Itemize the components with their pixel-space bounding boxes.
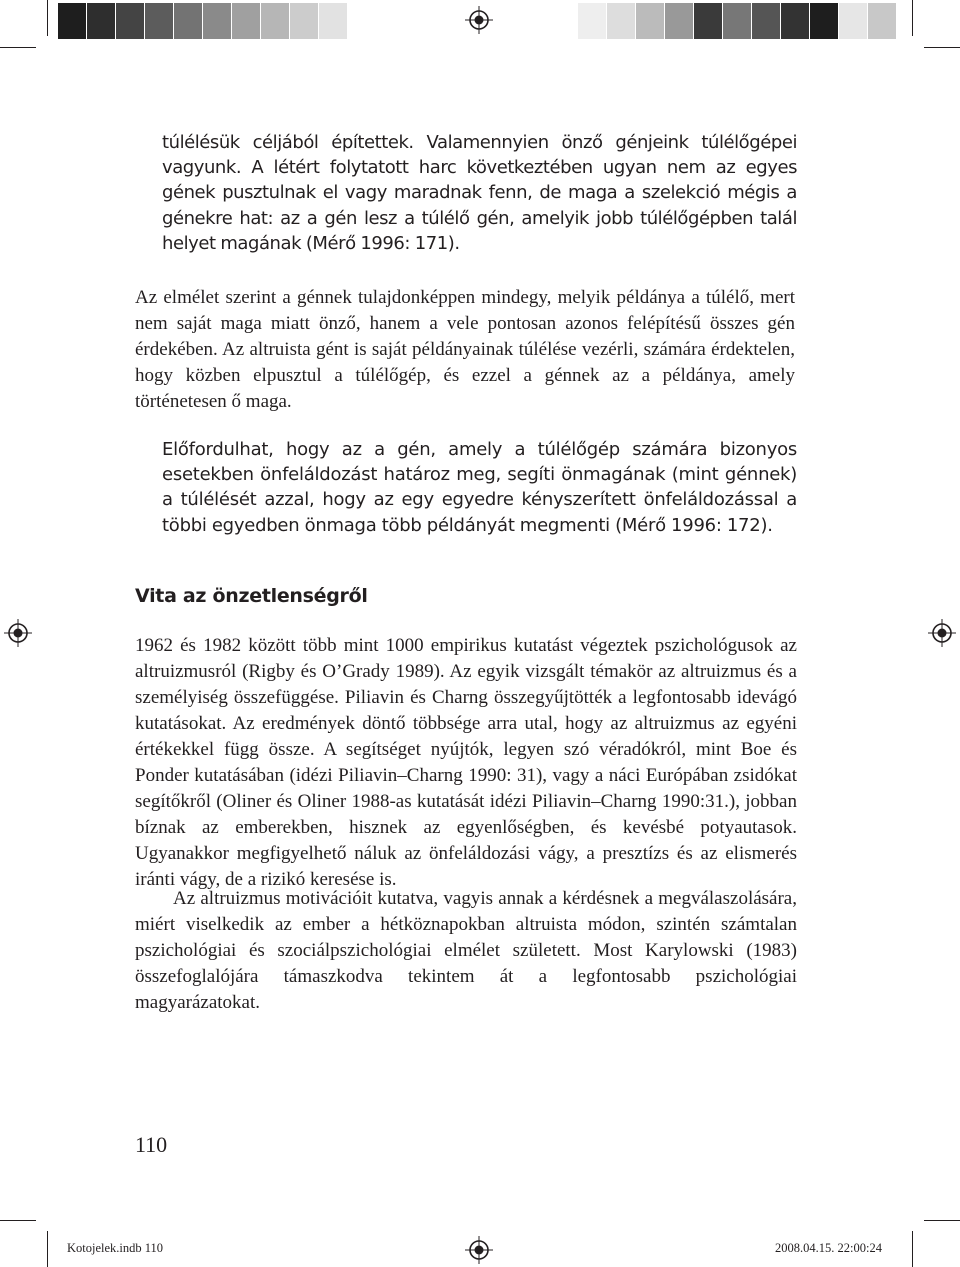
color-swatch bbox=[839, 3, 867, 39]
block-quote: Előfordulhat, hogy az a gén, amely a túlélőgép számára bizonyos esetekben önfeláldozást határoz meg, segíti önmagának (mint génnek) a túlélését azzal, hogy az egy egyedre kényszerített önfeláldozással a többi egyedben önmaga több példányát megmenti (Mérő 1996: 172). bbox=[162, 439, 797, 536]
slug-timestamp: 2008.04.15. 22:00:24 bbox=[775, 1241, 882, 1255]
color-swatch bbox=[232, 3, 260, 39]
color-swatch bbox=[694, 3, 722, 39]
color-swatch bbox=[174, 3, 202, 39]
color-bar-left bbox=[58, 3, 348, 39]
color-swatch bbox=[116, 3, 144, 39]
color-swatch bbox=[868, 3, 896, 39]
color-swatch bbox=[87, 3, 115, 39]
section-heading: Vita az önzetlenségről bbox=[135, 585, 368, 607]
registration-mark-icon bbox=[465, 6, 493, 34]
registration-mark-icon bbox=[928, 619, 956, 647]
crop-mark-bottom-right-v bbox=[912, 1231, 913, 1267]
color-swatch bbox=[58, 3, 86, 39]
color-swatch bbox=[319, 3, 347, 39]
color-swatch bbox=[290, 3, 318, 39]
body-paragraph: Az elmélet szerint a génnek tulajdonképpen mindegy, melyik példánya a túlélő, mert nem saját maga miatt önző, hanem a vele pontosan azonos felépítésű összes gén érdekében. Az altruista gént is saját példányainak túlélése vezérli, számára érdektelen, hogy közben elpusztul a túlélőgép, és ezzel a génnek az a példánya, amely történetesen ő maga. bbox=[135, 287, 795, 412]
registration-mark-icon bbox=[465, 1236, 493, 1264]
slug-filename: Kotojelek.indb 110 bbox=[67, 1241, 164, 1255]
crop-mark-bottom-right-h bbox=[924, 1220, 960, 1221]
crop-mark-bottom-left-h bbox=[0, 1220, 36, 1221]
registration-mark-icon bbox=[4, 619, 32, 647]
color-swatch bbox=[145, 3, 173, 39]
crop-mark-top-left-h bbox=[0, 47, 36, 48]
crop-mark-top-left-v bbox=[47, 0, 48, 36]
crop-mark-top-right-h bbox=[924, 47, 960, 48]
color-swatch bbox=[607, 3, 635, 39]
color-swatch bbox=[810, 3, 838, 39]
color-swatch bbox=[752, 3, 780, 39]
color-swatch bbox=[665, 3, 693, 39]
color-bar-right bbox=[578, 3, 897, 39]
color-swatch bbox=[723, 3, 751, 39]
body-paragraph: 1962 és 1982 között több mint 1000 empirikus kutatást végeztek pszichológusok az altruizmusról (Rigby és O’Grady 1989). Az egyik vizsgált témakör az altruizmus és a személyiség összefüggése. Piliavin és Charng összegyűjtötték a legfontosabb idevágó kutatásokat. Az eredmények döntő többsége arra utal, hogy az altruizmus az egyéni értékekkel függ össze. A segítséget nyújtók, legyen szó véradókról, mint Boe és Ponder kutatásában (idézi Piliavin–Charng 1990: 31), vagy a náci Európában zsidókat segítőkről (Oliner és Oliner 1988-as kutatását idézi Piliavin–Charng 1990:31.), jobban bíznak az emberekben, hisznek az egyenlőségben, és kevésbé potyautasok. Ugyanakkor megfigyelhető náluk az önfeláldozási vágy, a presztízs és az elismerés iránti vágy, de a rizikó keresése is. bbox=[135, 635, 797, 890]
body-paragraph: Az altruizmus motivációit kutatva, vagyis annak a kérdésnek a megválaszolására, miért viselkedik az ember a hétköznapokban altruista módon, szintén számtalan pszichológiai és szociálpszichológiai elmélet született. Most Karylowski (1983) összefoglalójára támaszkodva tekintem át a legfontosabb pszichológiai magyarázatokat. bbox=[135, 888, 797, 1013]
page-number: 110 bbox=[135, 1132, 168, 1157]
color-swatch bbox=[261, 3, 289, 39]
crop-mark-bottom-left-v bbox=[47, 1231, 48, 1267]
block-quote: túlélésük céljából építettek. Valamennyien önző génjeink túlélőgépei vagyunk. A létért folytatott harc következtében ugyan nem az egyes gének pusztulnak el vagy maradnak fenn, de maga a szelekció mégis a génekre hat: az a gén lesz a túlélő gén, amelyik jobb túlélőgépben talál helyet magának (Mérő 1996: 171). bbox=[162, 132, 797, 254]
crop-mark-top-right-v bbox=[912, 0, 913, 36]
color-swatch bbox=[203, 3, 231, 39]
color-swatch bbox=[781, 3, 809, 39]
color-swatch bbox=[636, 3, 664, 39]
color-swatch bbox=[578, 3, 606, 39]
